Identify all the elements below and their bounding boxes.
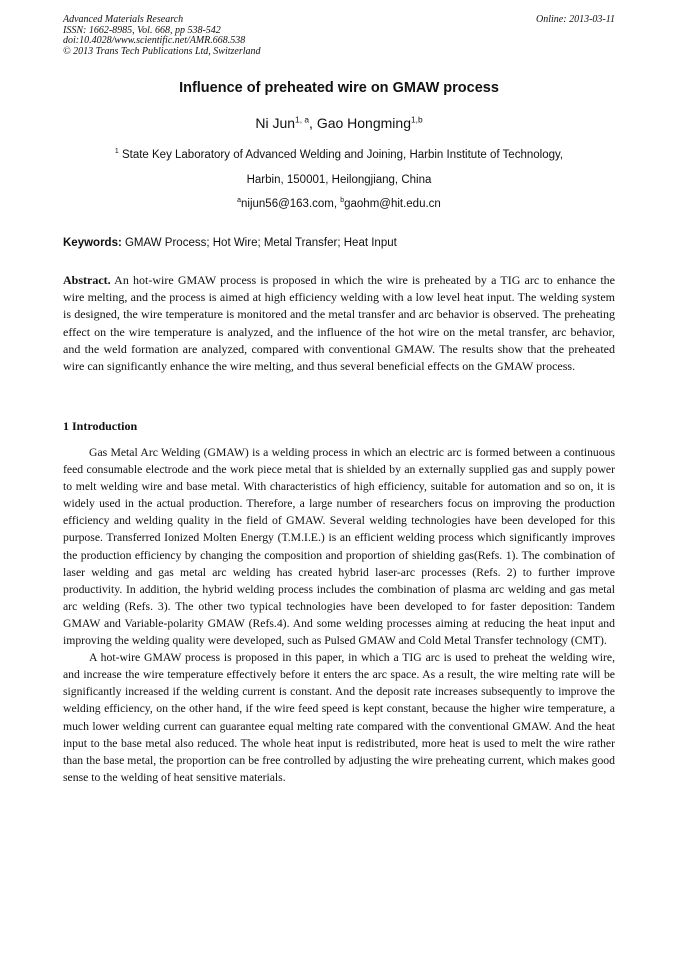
affiliation-marker: 1: [114, 148, 119, 156]
journal-name: Advanced Materials Research: [63, 14, 184, 25]
section-heading: 1 Introduction: [63, 419, 138, 433]
keywords: [63, 237, 615, 249]
email-separator: ,: [333, 198, 341, 210]
email-link: gaohm@hit.edu.cn: [344, 198, 441, 210]
author-superscript: 1, a: [295, 114, 310, 125]
paragraph: A hot-wire GMAW process is proposed in this paper, in which a TIG arc is used to preheat the welding wire, and increase the wire temperature effectively before it enters the arc space. As a result, the wire melting rate will be significantly increased if the welding current is constant. And the deposit rate increases subsequently to improve the welding efficiency, on the other hand, if the wire feed speed is kept constant, because the higher wire temperature, a much lower welding current can guarantee equal melting rate compared with the conventional GMAW. And the heat input to the base metal also reduced. The whole heat input is redistributed, more heat is used to melt the wire rather than the base metal, the proportion can be free controlled by adjusting the wire preheating current, which makes good sense to the welding of heat sensitive materials.: [63, 651, 615, 784]
journal-header: [63, 15, 615, 57]
author-name: Gao Hongming: [316, 115, 411, 131]
email-marker: a: [237, 197, 241, 205]
journal-doi: doi:10.4028/www.scientific.net/AMR.668.538: [63, 35, 246, 47]
paper-title: Influence of preheated wire on GMAW process: [179, 80, 499, 96]
author-list: [0, 115, 678, 131]
paragraph: Gas Metal Arc Welding (GMAW) is a welding process in which an electric arc is formed between a continuous feed consumable electrode and the work piece metal that is shielded by an externally supplied gas and supply power to melt welding wire and base metal. With characteristics of high efficiency, suitable for automation and so on, it is widely used in the actual production. Therefore, a large number of researchers focus on improving the production efficiency and welding quality in the field of GMAW. Several welding technologies have been developed for this purpose. Transferred Ionized Molten Energy (T.M.I.E.) is an efficient welding process which significantly improves the production efficiency by changing the composition and proportion of shielding gas(Refs. 1). The combination of laser welding and gas metal arc welding has created hybrid laser-arc processes (Refs. 2) to further improve productivity. In addition, the hybrid welding process includes the combination of plasma arc welding and gas metal arc welding (Refs. 3). The other two typical technologies have been developed to for faster deposition: Tandem GMAW and Variable-polarity GMAW (Refs.4). And some welding processes aiming at reducing the heat input and improving the welding quality were developed, such as Pulsed GMAW and Cold Metal Transfer technology (CMT).: [63, 446, 615, 648]
author-superscript: 1,b: [410, 114, 423, 125]
affiliation-text: State Key Laboratory of Advanced Welding and Joining, Harbin Institute of Technology,: [118, 149, 564, 161]
keywords-label: Keywords:: [63, 237, 122, 249]
author-separator: ,: [309, 115, 317, 131]
affiliation-line-1: [63, 149, 615, 161]
abstract-label: Abstract.: [63, 273, 111, 287]
email-marker: b: [340, 197, 345, 205]
keywords-text: GMAW Process; Hot Wire; Metal Transfer; Heat Input: [121, 237, 397, 249]
abstract-text: An hot-wire GMAW process is proposed in which the wire is preheated by a TIG arc to enhance the wire melting, and the process is aimed at high efficiency welding with a low level heat input. The welding system is designed, the wire temperature is monitored and the metal transfer and arc behavior is observed. The preheating effect on the wire temperature is analyzed, and the influence of the hot wire on the metal transfer, arc behavior, and the weld formation are analyzed, compared with conventional GMAW. The results show that the preheated wire can significantly enhance the wire melting, and thus several beneficial effects on the GMAW process.: [63, 273, 615, 374]
abstract: [63, 272, 615, 375]
introduction-body: [63, 444, 615, 786]
author-name: Ni Jun: [255, 115, 296, 131]
journal-issn: ISSN: 1662-8985, Vol. 668, pp 538-542: [63, 24, 221, 36]
online-date: Online: 2013-03-11: [536, 14, 615, 25]
affiliation-line-2: Harbin, 150001, Heilongjiang, China: [246, 174, 432, 186]
journal-copyright: © 2013 Trans Tech Publications Ltd, Switzerland: [63, 45, 261, 57]
author-emails: [0, 198, 678, 210]
email-link: nijun56@163.com: [241, 198, 334, 210]
